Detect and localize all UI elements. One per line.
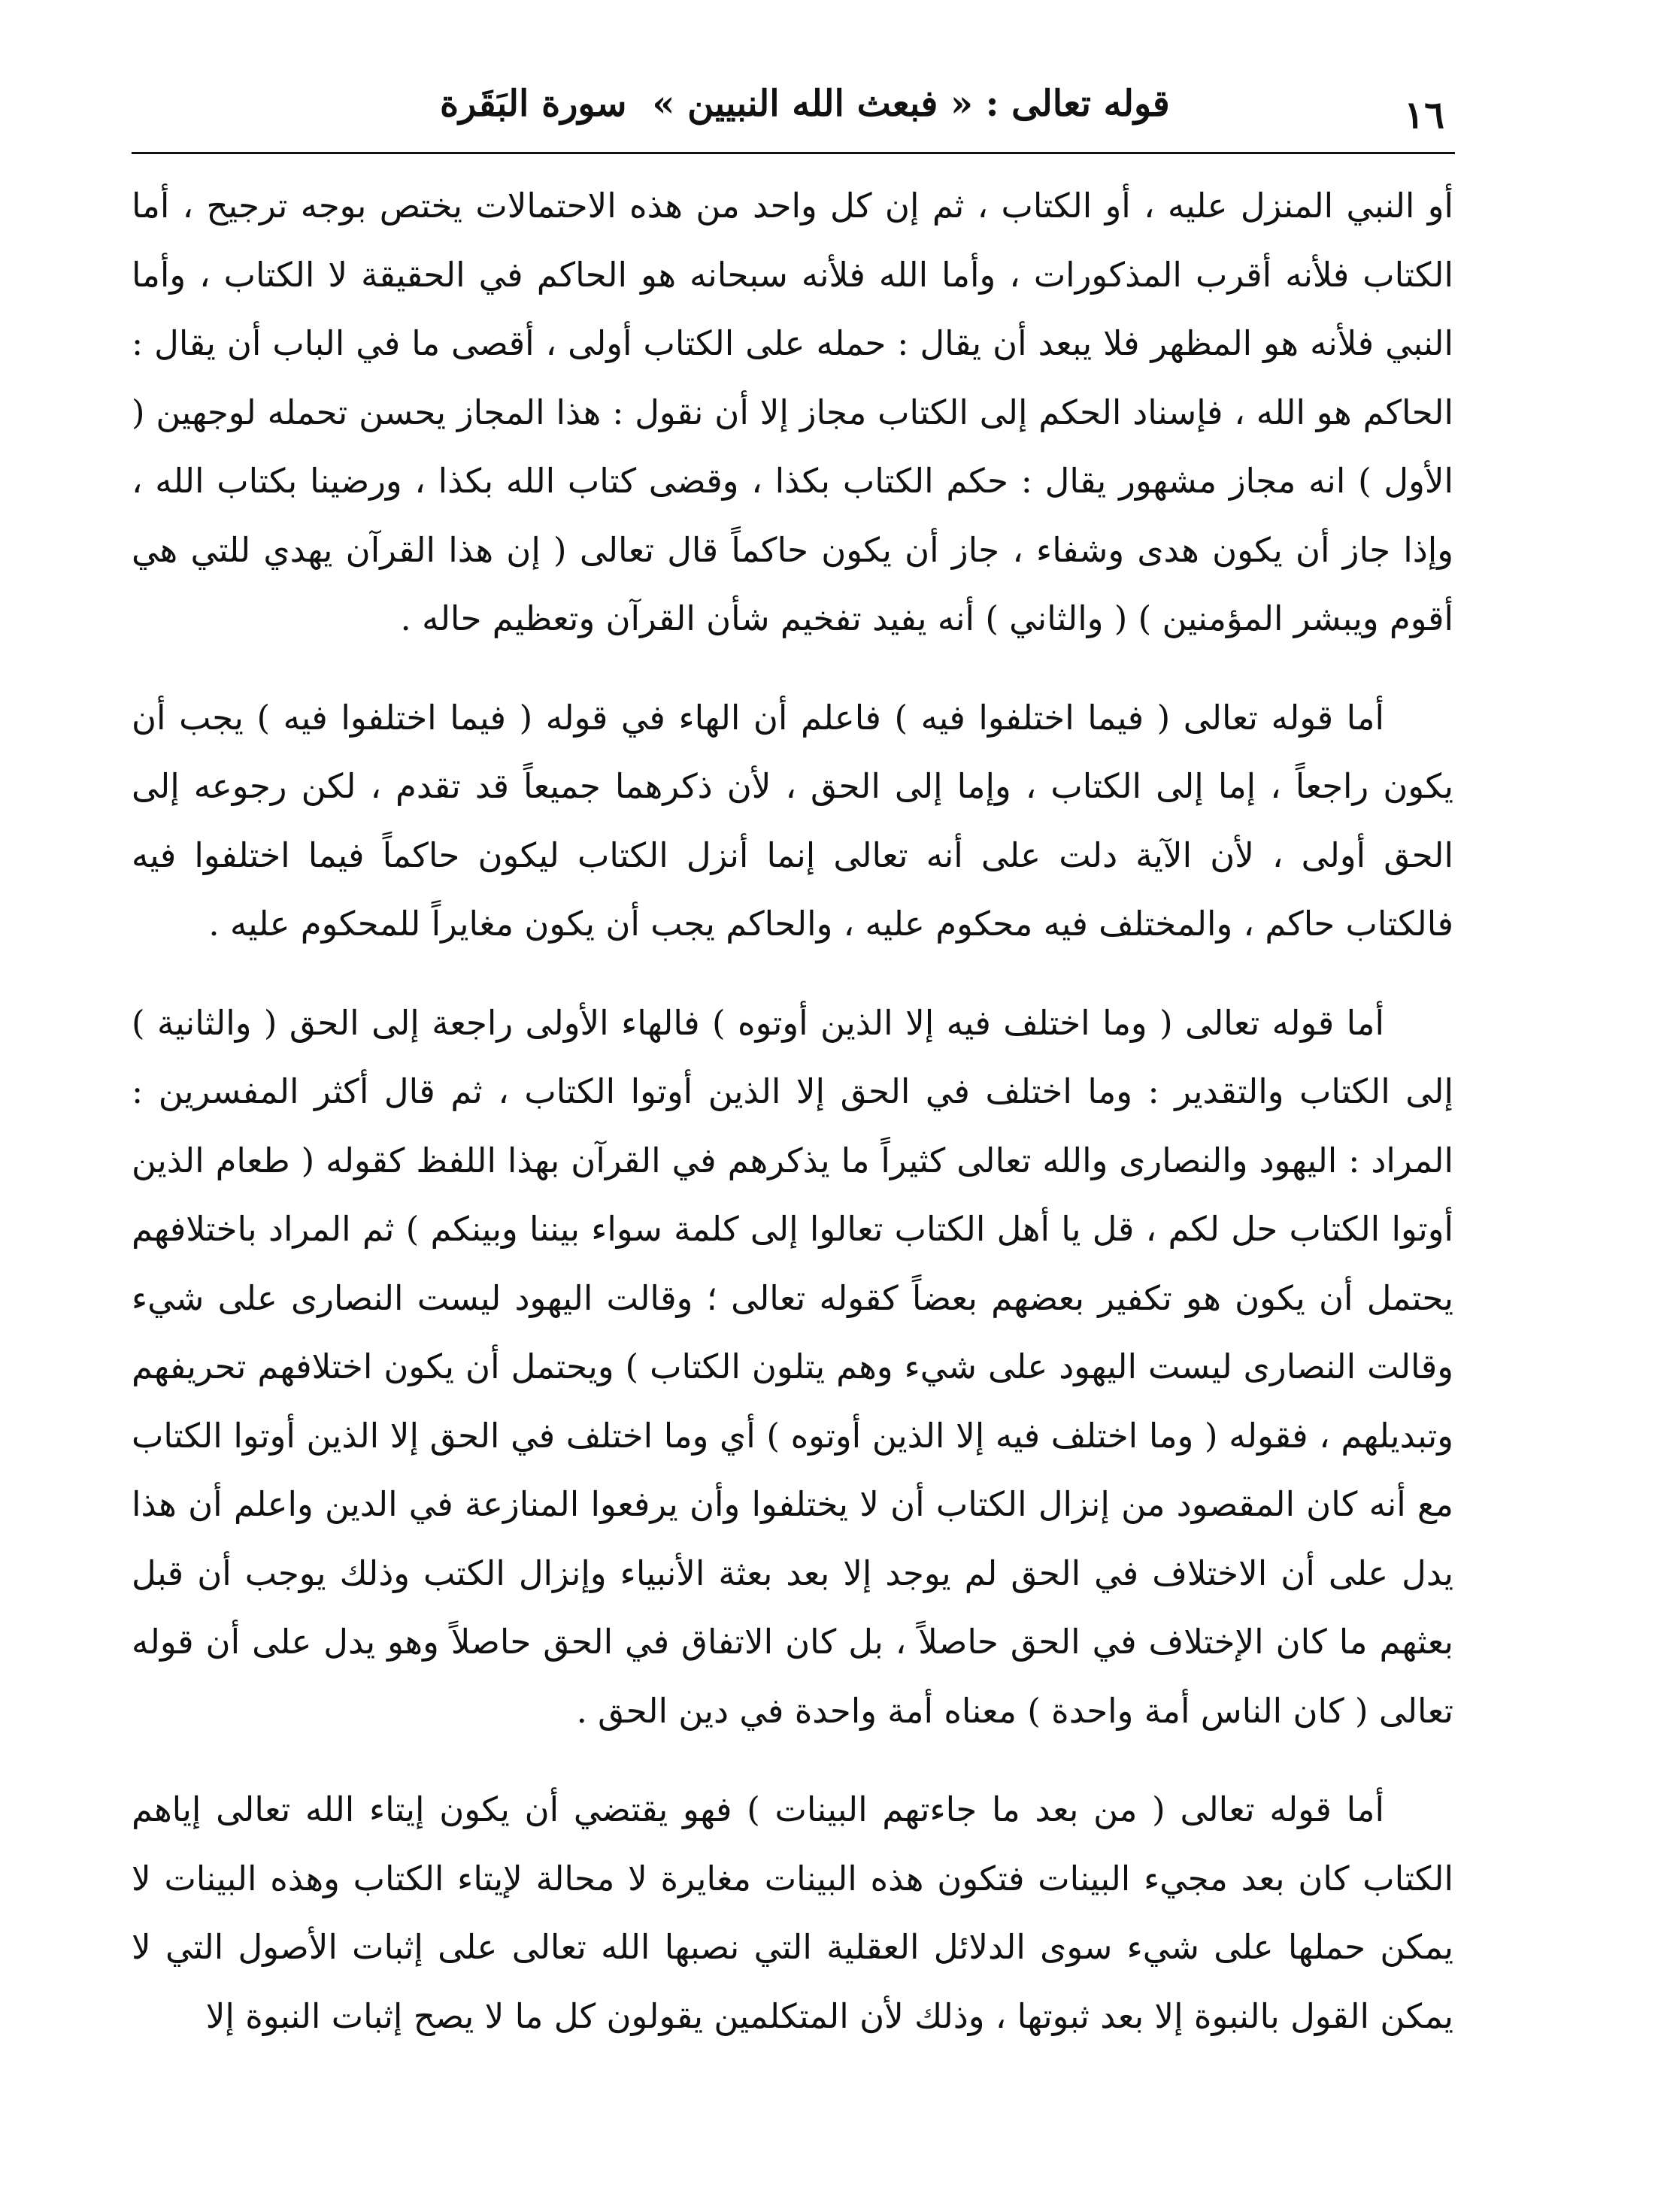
- paragraph-2: أما قوله تعالى ( فيما اختلفوا فيه ) فاعلم أن الهاء في قوله ( فيما اختلفوا فيه ) يجب أن يكون راجعاً ، إما إلى الكتاب ، وإما إلى الحق ، لأن ذكرهما جميعاً قد تقدم ، لكن رجوعه إلى الحق أولى ، لأن الآية دلت على أنه تعالى إنما أنزل الكتاب ليكون حاكماً فيما اختلفوا فيه فالكتاب حاكم ، والمختلف فيه محكوم عليه ، والحاكم يجب أن يكون مغايراً للمحكوم عليه .: [132, 697, 1453, 944]
- paragraph-4: أما قوله تعالى ( من بعد ما جاءتهم البينات ) فهو يقتضي أن يكون إيتاء الله تعالى إياهم الكتاب كان بعد مجيء البينات فتكون هذه البينات مغايرة لا محالة لإيتاء الكتاب وهذه البينات لا يمكن حملها على شيء سوى الدلائل العقلية التي نصبها الله تعالى على إثبات الأصول التي لا يمكن القول بالنبوة إلا بعد ثبوتها ، وذلك لأن المتكلمين يقولون كل ما لا يصح إثبات النبوة إلا: [132, 1789, 1453, 2036]
- page-number: ١٦: [1404, 92, 1444, 137]
- page-header: [132, 69, 1455, 154]
- running-head: [440, 83, 1170, 126]
- surah-name: سورة البَقَرة: [440, 83, 627, 125]
- body-text: [132, 171, 1453, 2050]
- paragraph-3: أما قوله تعالى ( وما اختلف فيه إلا الذين أوتوه ) فالهاء الأولى راجعة إلى الحق ( والثانية ) إلى الكتاب والتقدير : وما اختلف في الحق إلا الذين أوتوا الكتاب ، ثم قال أكثر المفسرين : المراد : اليهود والنصارى والله تعالى كثيراً ما يذكرهم في القرآن بهذا اللفظ كقوله ( طعام الذين أوتوا الكتاب حل لكم ، قل يا أهل الكتاب تعالوا إلى كلمة سواء بيننا وبينكم ) ثم المراد باختلافهم يحتمل أن يكون هو تكفير بعضهم بعضاً كقوله تعالى ؛ وقالت اليهود ليست النصارى على شيء وقالت النصارى ليست اليهود على شيء وهم يتلون الكتاب ) ويحتمل أن يكون اختلافهم تحريفهم وتبديلهم ، فقوله ( وما اختلف فيه إلا الذين أوتوه ) أي وما اختلف في الحق إلا الذين أوتوا الكتاب مع أنه كان المقصود من إنزال الكتاب أن لا يختلفوا وأن يرفعوا المنازعة في الدين واعلم أن هذا يدل على أن الاختلاف في الحق لم يوجد إلا بعد بعثة الأنبياء وإنزال الكتب وذلك يوجب أن قبل بعثهم ما كان الإختلاف في الحق حاصلاً ، بل كان الاتفاق في الحق حاصلاً وهو يدل على أن قوله تعالى ( كان الناس أمة واحدة ) معناه أمة واحدة في دين الحق .: [132, 1002, 1453, 1731]
- running-title: قوله تعالى : « فبعث الله النبيين »: [652, 83, 1170, 125]
- paragraph-1: أو النبي المنزل عليه ، أو الكتاب ، ثم إن كل واحد من هذه الاحتمالات يختص بوجه ترجيح ، أما الكتاب فلأنه أقرب المذكورات ، وأما الله فلأنه سبحانه هو الحاكم في الحقيقة لا الكتاب ، وأما النبي فلأنه هو المظهر فلا يبعد أن يقال : حمله على الكتاب أولى ، أقصى ما في الباب أن يقال : الحاكم هو الله ، فإسناد الحكم إلى الكتاب مجاز إلا أن نقول : هذا المجاز يحسن تحمله لوجهين ( الأول ) انه مجاز مشهور يقال : حكم الكتاب بكذا ، وقضى كتاب الله بكذا ، ورضينا بكتاب الله ، وإذا جاز أن يكون هدى وشفاء ، جاز أن يكون حاكماً قال تعالى ( إن هذا القرآن يهدي للتي هي أقوم ويبشر المؤمنين ) ( والثاني ) أنه يفيد تفخيم شأن القرآن وتعظيم حاله .: [132, 186, 1453, 638]
